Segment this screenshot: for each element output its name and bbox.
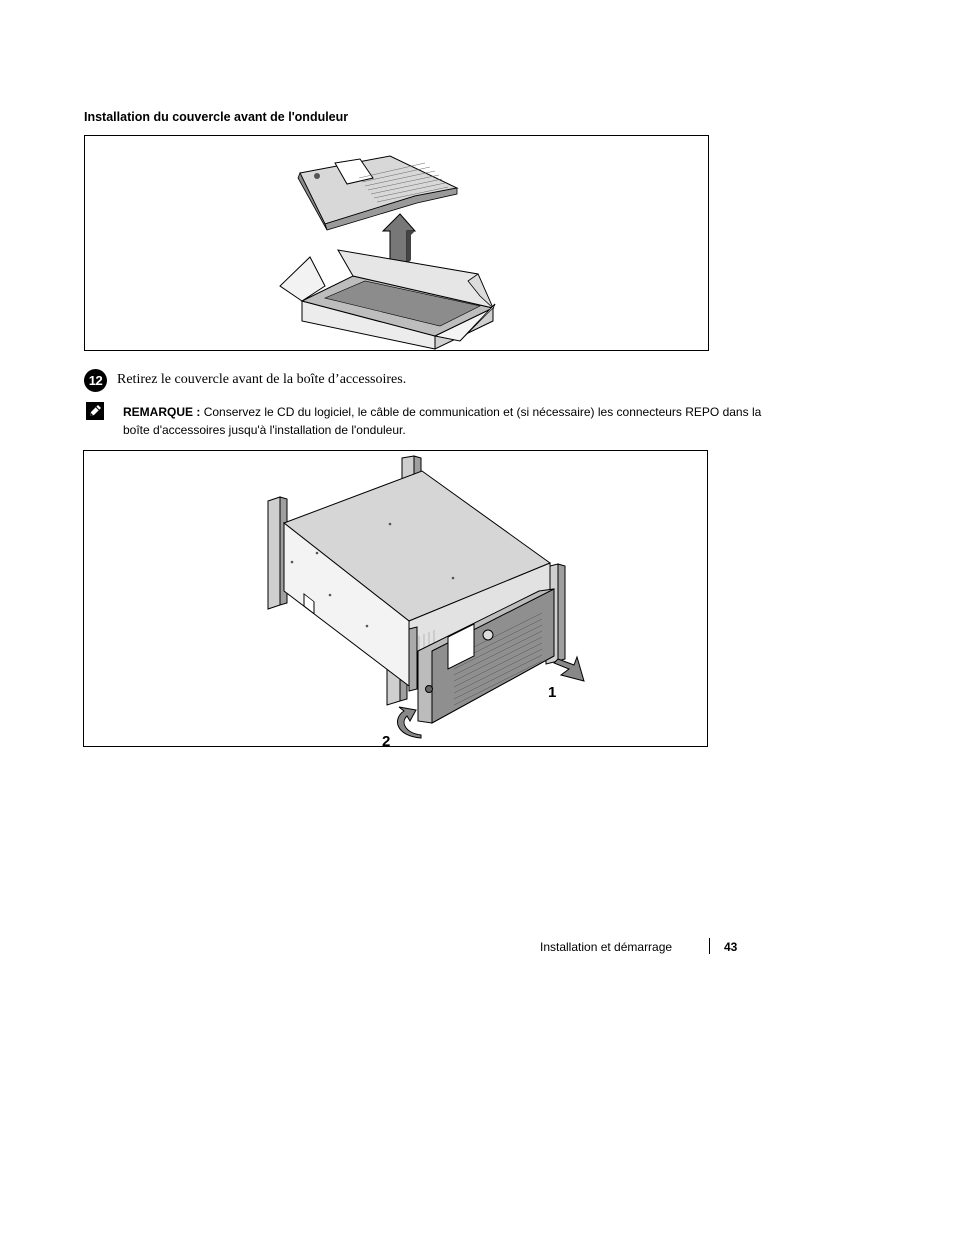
footer-chapter: Installation et démarrage: [540, 940, 673, 954]
note-paragraph: [123, 403, 763, 439]
callout-1: 1: [548, 684, 557, 701]
note-label: REMARQUE :: [123, 405, 201, 419]
figure-cover-removal: [84, 135, 709, 351]
front-cover-panel: [298, 156, 457, 230]
rotate-arrow-icon: [397, 707, 421, 738]
box-and-cover-illustration: [85, 136, 708, 350]
footer-separator: [709, 938, 710, 954]
callout-2: 2: [382, 733, 391, 746]
pencil-note-icon: [86, 402, 104, 420]
step-instruction: Retirez le couvercle avant de la boîte d’accessoires.: [117, 372, 407, 387]
push-arrow-icon: [554, 657, 584, 681]
note-body: Conservez le CD du logiciel, le câble de communication et (si nécessaire) les connecteurs REPO dans la boîte d'accessoires jusqu'à l'installation de l'onduleur.: [123, 405, 762, 437]
step-number-badge: 12: [84, 369, 107, 392]
page-number: 43: [724, 940, 738, 954]
ups-cover-illustration: [84, 451, 707, 746]
accessory-box: [280, 250, 495, 349]
section-title: Installation du couvercle avant de l'onduleur: [84, 110, 349, 124]
figure-cover-installation: [83, 450, 708, 747]
